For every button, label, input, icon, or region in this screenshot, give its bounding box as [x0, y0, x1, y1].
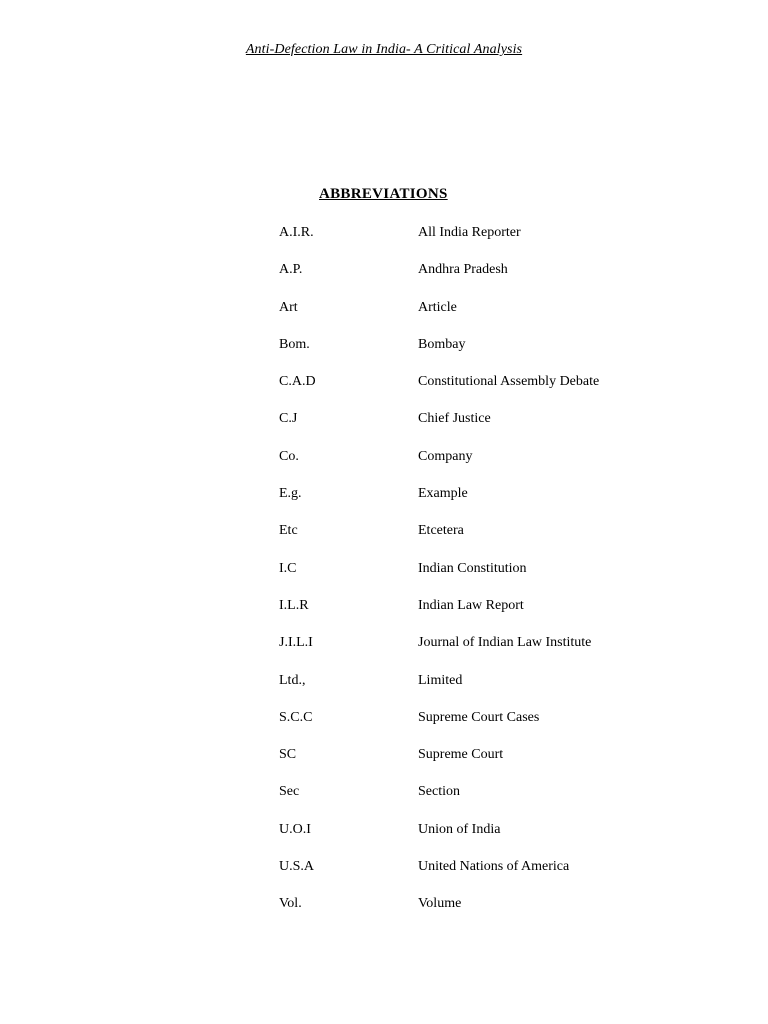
abbreviation-meaning: Indian Law Report: [418, 597, 524, 613]
abbreviation-term: E.g.: [279, 486, 302, 502]
abbreviation-meaning: Etcetera: [418, 523, 464, 539]
abbreviation-row: [279, 448, 599, 485]
abbreviation-row: [279, 373, 599, 410]
running-header: Anti-Defection Law in India- A Critical Analysis: [245, 42, 523, 57]
abbreviation-term: I.L.R: [279, 597, 309, 613]
abbreviation-row: [279, 410, 599, 447]
abbreviation-term: C.J: [279, 411, 298, 427]
abbreviation-row: [279, 522, 599, 559]
abbreviation-term: U.O.I: [279, 821, 311, 837]
abbreviation-term: Bom.: [279, 336, 310, 352]
abbreviation-term: Co.: [279, 448, 299, 464]
abbreviation-row: [279, 858, 599, 895]
abbreviation-term: A.P.: [279, 262, 303, 278]
abbreviation-meaning: Indian Constitution: [418, 560, 527, 576]
abbreviation-meaning: Limited: [418, 672, 463, 688]
abbreviation-meaning: Supreme Court: [418, 747, 504, 763]
abbreviation-row: [279, 672, 599, 709]
abbreviation-row: [279, 709, 599, 746]
abbreviation-meaning: Article: [418, 299, 457, 315]
abbreviation-meaning: Chief Justice: [418, 411, 491, 427]
abbreviation-row: [279, 821, 599, 858]
abbreviation-meaning: Constitutional Assembly Debate: [418, 374, 600, 390]
abbreviation-term: Art: [279, 299, 298, 315]
abbreviation-term: Etc: [279, 523, 298, 539]
abbreviation-term: A.I.R.: [279, 225, 314, 240]
abbreviation-term: S.C.C: [279, 709, 313, 725]
abbreviation-meaning: All India Reporter: [418, 225, 521, 240]
abbreviation-term: J.I.L.I: [279, 635, 313, 651]
abbreviation-term: Sec: [279, 784, 300, 800]
abbreviation-row: [279, 224, 599, 261]
abbreviation-row: [279, 783, 599, 820]
abbreviation-row: [279, 485, 599, 522]
abbreviation-meaning: Bombay: [418, 336, 466, 352]
abbreviation-row: [279, 634, 599, 671]
abbreviation-row: [279, 895, 599, 932]
abbreviation-meaning: Union of India: [418, 821, 501, 837]
abbreviation-list: [279, 224, 599, 933]
abbreviation-meaning: Volume: [418, 896, 462, 912]
abbreviation-term: Ltd.,: [279, 672, 306, 688]
abbreviation-term: C.A.D: [279, 374, 316, 390]
abbreviation-term: Vol.: [279, 896, 302, 912]
section-title: ABBREVIATIONS: [319, 186, 448, 202]
abbreviation-meaning: United Nations of America: [418, 859, 570, 875]
abbreviation-meaning: Andhra Pradesh: [418, 262, 508, 278]
abbreviation-meaning: Company: [418, 448, 473, 464]
abbreviation-meaning: Supreme Court Cases: [418, 709, 540, 725]
abbreviation-meaning: Section: [418, 784, 460, 800]
abbreviation-row: [279, 560, 599, 597]
abbreviation-meaning: Journal of Indian Law Institute: [418, 635, 592, 651]
abbreviation-meaning: Example: [418, 486, 468, 502]
abbreviation-row: [279, 597, 599, 634]
abbreviation-row: [279, 746, 599, 783]
abbreviation-row: [279, 336, 599, 373]
abbreviation-term: SC: [279, 747, 297, 763]
abbreviation-row: [279, 299, 599, 336]
abbreviation-term: I.C: [279, 560, 297, 576]
abbreviation-row: [279, 261, 599, 298]
abbreviation-term: U.S.A: [279, 859, 315, 875]
